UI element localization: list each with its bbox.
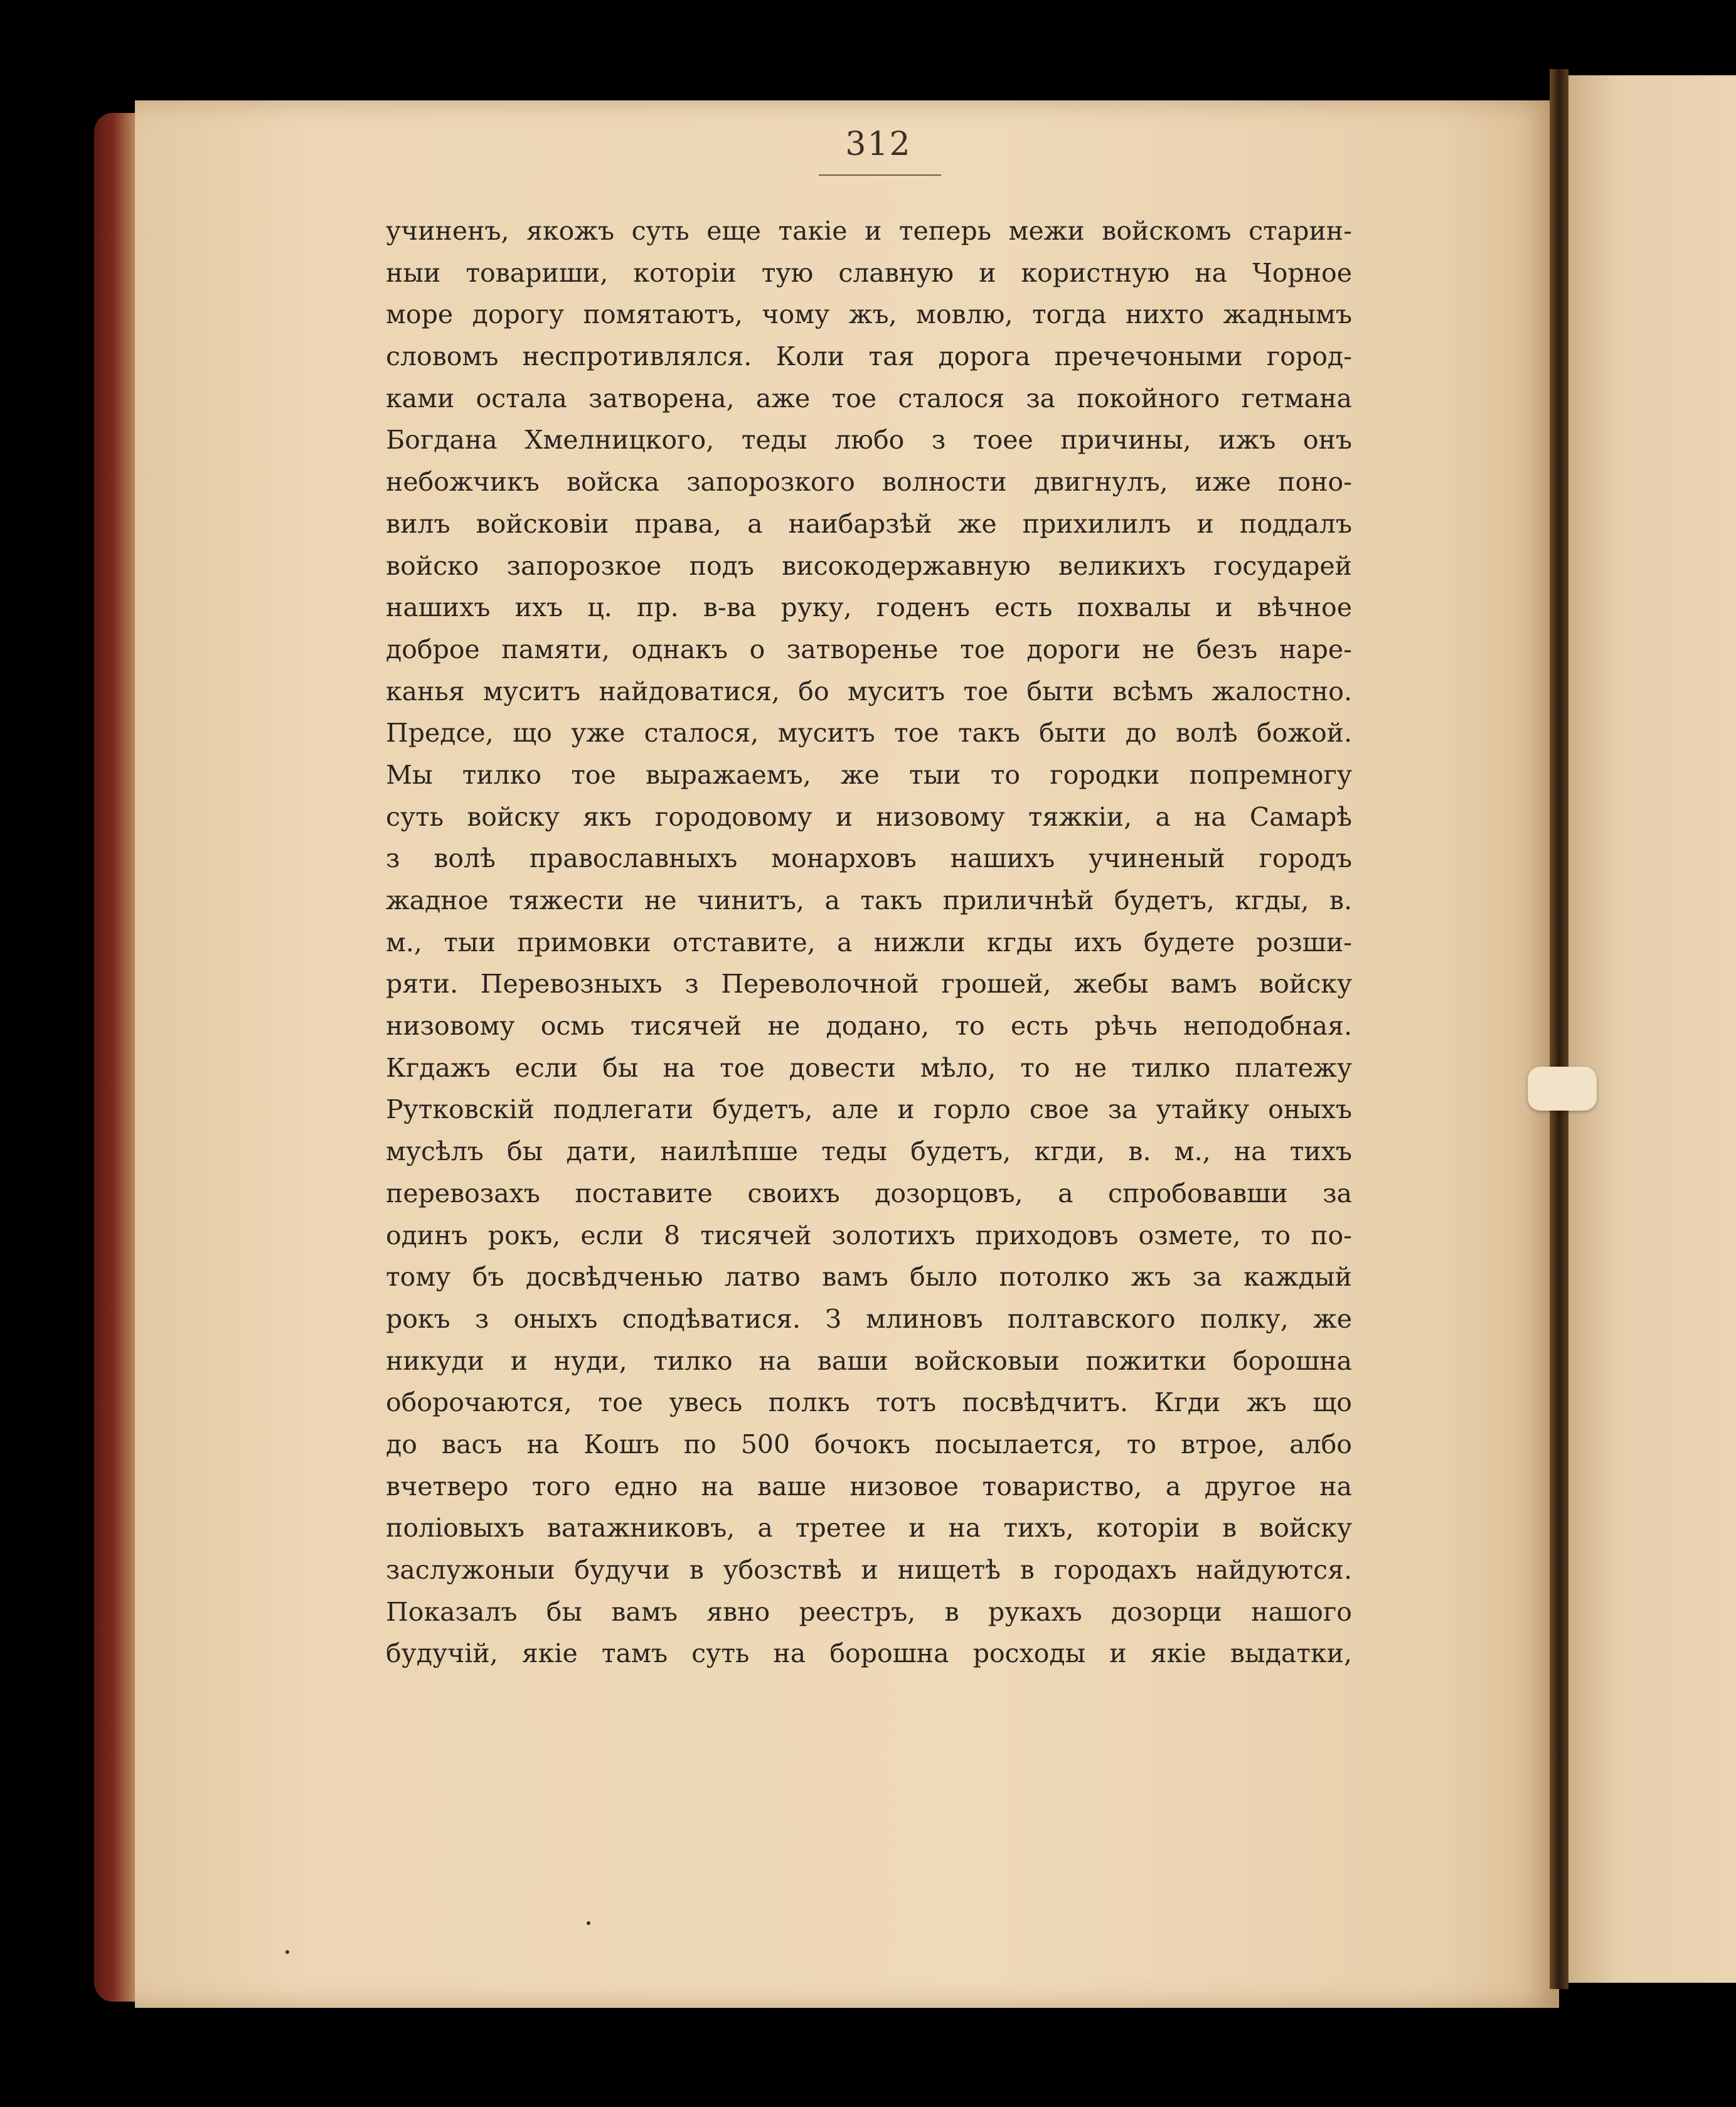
text-line: небожчикъ войска запорозкого волности двигнулъ, иже поно-	[386, 467, 1352, 498]
text-line: канья муситъ найдоватися, бо муситъ тое быти всѣмъ жалостно.	[386, 676, 1352, 707]
text-line: Кгдажъ если бы на тое довести мѣло, то не тилко платежу	[386, 1052, 1352, 1083]
text-line: Мы тилко тое выражаемъ, же тыи то городки попремногу	[386, 759, 1352, 790]
page-number: 312	[845, 125, 912, 163]
bookmark-ribbon	[1528, 1067, 1597, 1111]
text-line: м., тыи примовки отставите, а нижли кгды ихъ будете розши-	[386, 927, 1352, 957]
text-line: мусѣлъ бы дати, наилѣпше теды будетъ, кгди, в. м., на тихъ	[386, 1136, 1352, 1167]
text-line: низовому осмь тисячей не додано, то есть рѣчь неподобная.	[386, 1011, 1352, 1042]
text-line: Рутковскiй подлегати будетъ, але и горло свое за утайку оныхъ	[386, 1094, 1352, 1125]
text-line: войско запорозкое подъ високодержавную великихъ государей	[386, 550, 1352, 581]
text-line: ками остала затворена, аже тое сталося за покойного гетмана	[386, 383, 1352, 413]
text-line: вилъ войсковiи права, а наибарзѣй же прихилилъ и поддалъ	[386, 508, 1352, 539]
text-line: одинъ рокъ, если 8 тисячей золотихъ приходовъ озмете, то по-	[386, 1220, 1352, 1251]
text-line: никуди и нуди, тилко на ваши войсковыи пожитки борошна	[386, 1345, 1352, 1376]
text-line: рокъ з оныхъ сподѣватися. З млиновъ полтавского полку, же	[386, 1303, 1352, 1334]
text-line: доброе памяти, однакъ о затворенье тое дороги не безъ нарe-	[386, 634, 1352, 664]
text-line: словомъ неспротивлялся. Коли тая дорога пречечоными город-	[386, 341, 1352, 372]
text-line: оборочаются, тое увесь полкъ тотъ посвѣдчитъ. Кгди жъ що	[386, 1387, 1352, 1418]
text-line: полiовыхъ ватажниковъ, а третее и на тихъ, которiи в войску	[386, 1513, 1352, 1544]
text-line: суть войску якъ городовому и низовому тяжкiи, а на Самарѣ	[386, 801, 1352, 832]
text-line: Богдана Хмелницкого, теды любо з тоее причины, ижъ онъ	[386, 425, 1352, 456]
text-line: нашихъ ихъ ц. пр. в-ва руку, годенъ есть похвалы и вѣчное	[386, 592, 1352, 623]
page-number-rule	[819, 174, 941, 176]
book-spine	[1550, 69, 1568, 1989]
text-line: вчетверо того едно на ваше низовое товариство, а другое на	[386, 1471, 1352, 1502]
text-line: Предсе, що уже сталося, муситъ тое такъ быти до волѣ божой.	[386, 718, 1352, 749]
text-line: море дорогу помятаютъ, чому жъ, мовлю, тогда нихто жаднымъ	[386, 299, 1352, 330]
text-line: ряти. Перевозныхъ з Переволочной грошей, жебы вамъ войску	[386, 969, 1352, 1000]
text-line: до васъ на Кошъ по 500 бочокъ посылается, то втрое, албо	[386, 1429, 1352, 1459]
text-line: тому бъ досвѣдченью латво вамъ было потолко жъ за каждый	[386, 1262, 1352, 1293]
text-line: жадное тяжести не чинитъ, а такъ приличнѣй будетъ, кгды, в.	[386, 885, 1352, 915]
text-line: перевозахъ поставите своихъ дозорцовъ, а спробовавши за	[386, 1178, 1352, 1208]
text-line: будучiй, якiе тамъ суть на борошна росходы и якiе выдатки,	[386, 1638, 1352, 1669]
right-page-edge	[1568, 75, 1736, 1983]
paper-speck	[285, 1950, 289, 1954]
text-line: Показалъ бы вамъ явно реестръ, в рукахъ дозорци нашого	[386, 1596, 1352, 1627]
text-line: з волѣ православныхъ монарховъ нашихъ учиненый городъ	[386, 843, 1352, 874]
text-line: учиненъ, якожъ суть еще такiе и теперь межи войскомъ старин-	[386, 216, 1352, 246]
text-line: ныи товариши, которiи тую славную и користную на Чорное	[386, 257, 1352, 288]
paper-speck	[587, 1921, 590, 1925]
body-text	[386, 210, 1352, 1675]
text-line: заслужоныи будучи в убозствѣ и нищетѣ в городахъ найдуются.	[386, 1555, 1352, 1585]
